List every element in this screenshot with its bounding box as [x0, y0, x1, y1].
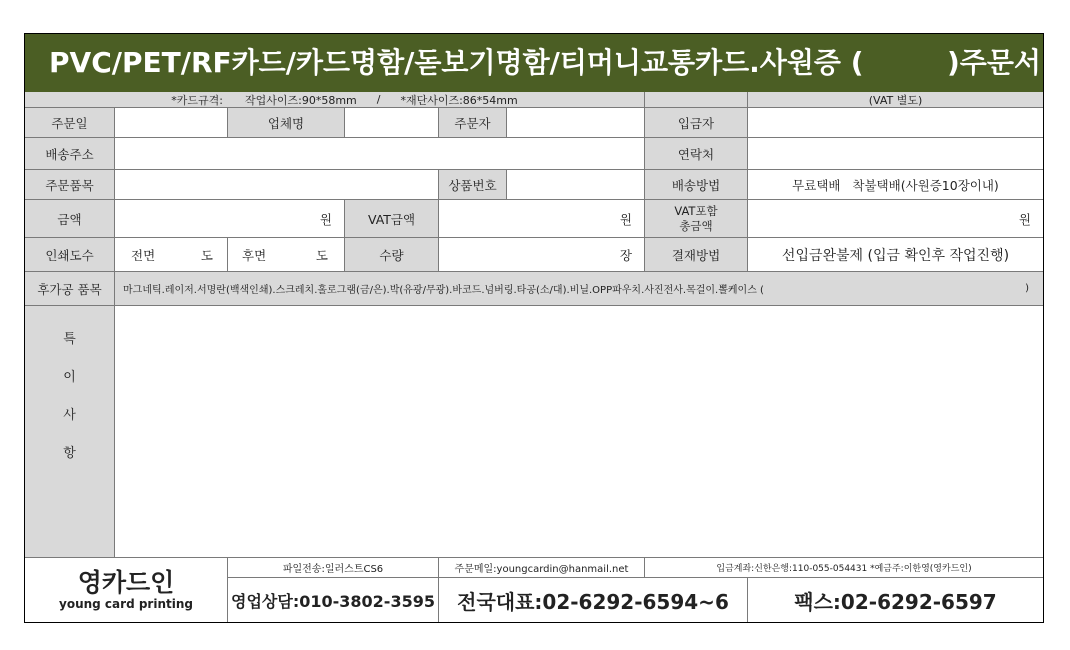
back-field[interactable] — [228, 238, 345, 272]
quantity-label: 수량 — [345, 238, 439, 272]
orderer-field[interactable] — [507, 108, 645, 138]
order-form — [24, 33, 1044, 623]
address-label: 배송주소 — [25, 138, 115, 170]
item-field[interactable] — [115, 170, 439, 200]
contact-label: 연락처 — [645, 138, 748, 170]
bank-account: 입금계좌:신한은행:110-055-054431 *예금주:이한영(영카드인) — [645, 558, 1043, 578]
form-title-suffix: )주문서 — [947, 46, 1041, 79]
amount-label: 금액 — [25, 200, 115, 238]
address-field[interactable] — [115, 138, 645, 170]
brand-block — [25, 558, 228, 622]
special-char-1: 특 — [63, 332, 76, 347]
finishing-options[interactable] — [115, 272, 1043, 306]
contact-field[interactable] — [748, 138, 1043, 170]
depositor-field[interactable] — [748, 108, 1043, 138]
payment-label: 결재방법 — [645, 238, 748, 272]
vat-total-field[interactable] — [748, 200, 1043, 238]
shipping-options[interactable]: 무료택배 착불택배(사원증10장이내) — [748, 170, 1043, 200]
special-char-2: 이 — [63, 370, 76, 385]
special-notes-field[interactable] — [115, 306, 1043, 558]
card-spec-label: *카드규격: — [171, 93, 223, 107]
form-title-bar — [25, 34, 1043, 92]
order-email: 주문메일:youngcardin@hanmail.net — [439, 558, 645, 578]
depositor-label: 입금자 — [645, 108, 748, 138]
quantity-unit: 장 — [619, 247, 632, 263]
back-unit: 도 — [315, 247, 328, 263]
vat-total-label-line2: 총금액 — [679, 218, 713, 233]
order-date-field[interactable] — [115, 108, 228, 138]
orderer-label: 주문자 — [439, 108, 507, 138]
company-label: 업체명 — [228, 108, 345, 138]
company-field[interactable] — [345, 108, 439, 138]
vat-amount-unit: 원 — [619, 211, 632, 227]
brand-name: 영카드인 — [77, 568, 175, 597]
special-char-3: 사 — [63, 408, 76, 423]
special-notes-label — [25, 306, 115, 558]
brand-english: young card printing — [59, 597, 193, 611]
payment-value: 선입금완불제 (입금 확인후 작업진행) — [748, 238, 1043, 272]
shipping-method-label: 배송방법 — [645, 170, 748, 200]
product-no-field[interactable] — [507, 170, 645, 200]
spec-row-blank — [645, 92, 748, 108]
finishing-label: 후가공 품목 — [25, 272, 115, 306]
vat-total-label-line1: VAT포함 — [674, 203, 718, 218]
amount-unit: 원 — [319, 211, 332, 227]
print-colors-label: 인쇄도수 — [25, 238, 115, 272]
quantity-field[interactable] — [439, 238, 645, 272]
special-char-4: 항 — [63, 446, 76, 461]
rep-phone: 전국대표:02-6292-6594~6 — [439, 578, 748, 622]
spec-row — [25, 92, 645, 108]
finishing-close: ) — [1025, 283, 1029, 294]
vat-total-label — [645, 200, 748, 238]
vat-note: (VAT 별도) — [748, 92, 1043, 108]
form-title: PVC/PET/RF카드/카드명함/돋보기명함/티머니교통카드.사원증 ( — [49, 46, 864, 79]
vat-amount-field[interactable] — [439, 200, 645, 238]
finishing-list: 마그네틱.레이저.서명란(백색인쇄).스크레치.홀로그램(금/은).박(유광/무광).바코드.넘버링.타공(소/대).비닐.OPP파우치.사진전사.목걸이.뽈케이스 ( — [123, 285, 764, 296]
back-label: 후면 — [242, 247, 267, 263]
vat-total-unit: 원 — [1018, 211, 1031, 227]
cut-size: *재단사이즈:86*54mm — [400, 93, 518, 107]
spec-separator: / — [376, 93, 381, 106]
item-label: 주문품목 — [25, 170, 115, 200]
work-size: 작업사이즈:90*58mm — [244, 93, 357, 107]
front-unit: 도 — [200, 247, 213, 263]
file-transfer: 파일전송:일러스트CS6 — [228, 558, 439, 578]
sales-phone: 영업상담:010-3802-3595 — [228, 578, 439, 622]
order-date-label: 주문일 — [25, 108, 115, 138]
amount-field[interactable] — [115, 200, 345, 238]
fax-number: 팩스:02-6292-6597 — [748, 578, 1043, 622]
product-no-label: 상품번호 — [439, 170, 507, 200]
front-field[interactable] — [115, 238, 228, 272]
vat-amount-label: VAT금액 — [345, 200, 439, 238]
front-label: 전면 — [131, 247, 156, 263]
